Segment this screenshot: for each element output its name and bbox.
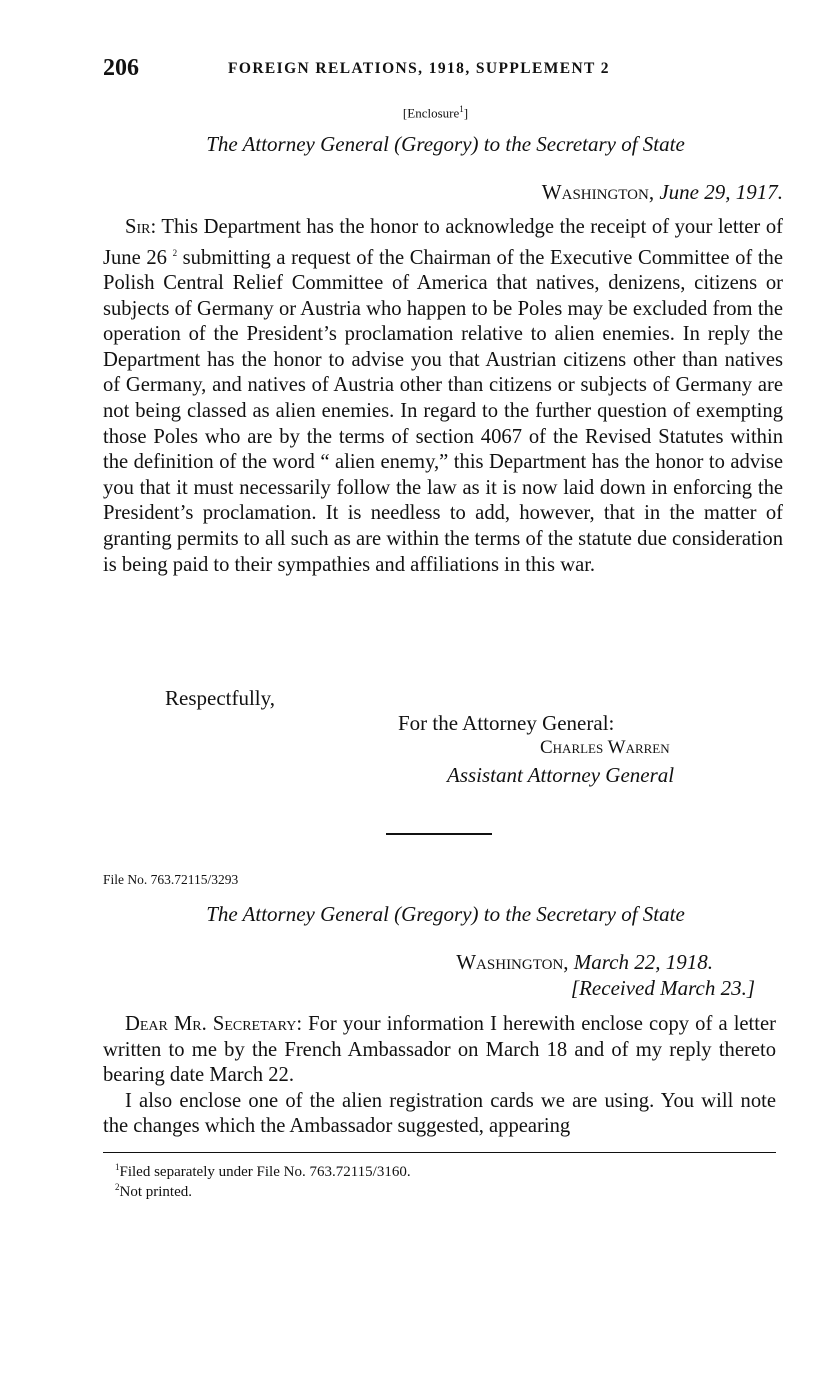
letter1-closing: Respectfully,: [165, 686, 276, 710]
letter2-dateline: [456, 950, 713, 975]
letter2-para2: I also enclose one of the alien registration cards we are using. You will note the changes which the Ambassador suggested, appearing: [103, 1089, 776, 1138]
running-title: FOREIGN RELATIONS, 1918, SUPPLEMENT 2: [228, 60, 610, 77]
footnote-1-text: Filed separately under File No. 763.72115/3160.: [119, 1164, 411, 1180]
letter2-place: Washington,: [456, 950, 569, 974]
letter1-text-part2: submitting a request of the Chairman of the Executive Committee of the Polish Central Relief Committee of America that natives, denizens, citizens or subjects of Germany or Austria who happen to be Poles may be excluded from the operation of the President’s proclamation relative to alien enemies. In reply the Department has the honor to advise you that Austrian citizens other than natives of Germany, and natives of Austria other than citizens or subjects of Germany are not being classed as alien enemies. In regard to the further question of exempting those Poles who are by the terms of section 4067 of the Revised Statutes within the definition of the word “ alien enemy,” this Department has the honor to advise you that it must necessarily follow the law as it is now laid down in enforcing the President’s proclamation. It is needless to add, however, that in the matter of granting permits to all such as are within the terms of the statute due consideration is being paid to their sympathies and affiliations in this war.: [103, 246, 783, 576]
letter2-date: March 22, 1918.: [573, 950, 713, 974]
letter1-signer: Charles Warren: [540, 737, 670, 758]
footnote-2-text: Not printed.: [119, 1184, 192, 1200]
enclosure-label: [0, 104, 831, 121]
letter1-body: [103, 215, 783, 578]
letter2-title: The Attorney General (Gregory) to the Secretary of State: [206, 902, 685, 926]
footnote-1-mark: 1: [115, 1162, 120, 1172]
enclosure-text: [Enclosure: [402, 105, 460, 121]
enclosure-close: ]: [463, 105, 469, 121]
letter2-body: [103, 1012, 776, 1140]
enclosure-footnote-ref: 1: [459, 104, 464, 114]
footnote-rule: [103, 1152, 776, 1153]
letter2-received: [Received March 23.]: [570, 976, 755, 1000]
letter1-place: Washington,: [541, 180, 655, 204]
footnote-2-mark: 2: [115, 1182, 120, 1192]
letter1-signer-title: Assistant Attorney General: [447, 763, 675, 787]
letter1-title: The Attorney General (Gregory) to the Secretary of State: [206, 132, 685, 156]
section-divider: [386, 833, 492, 835]
footnote-2: [115, 1178, 192, 1201]
letter2-salutation: Dear Mr. Secretary:: [125, 1013, 303, 1035]
letter1-text-part1: This Department has the honor to acknowledge the receipt of your letter of June 26: [103, 216, 783, 269]
letter2-para1: For your information I herewith enclose copy of a letter written to me by the French Ambassador on March 18 and of my reply thereto bearing date March 22.: [103, 1013, 776, 1087]
letter1-footnote-ref: 2: [172, 247, 178, 258]
letter1-for-line: For the Attorney General:: [398, 711, 615, 735]
page-number: 206: [103, 55, 139, 81]
letter1-dateline: [542, 180, 783, 205]
letter2-file-number: File No. 763.72115/3293: [103, 872, 239, 887]
letter1-salutation: Sir:: [125, 216, 157, 238]
letter1-date: June 29, 1917.: [659, 180, 783, 204]
